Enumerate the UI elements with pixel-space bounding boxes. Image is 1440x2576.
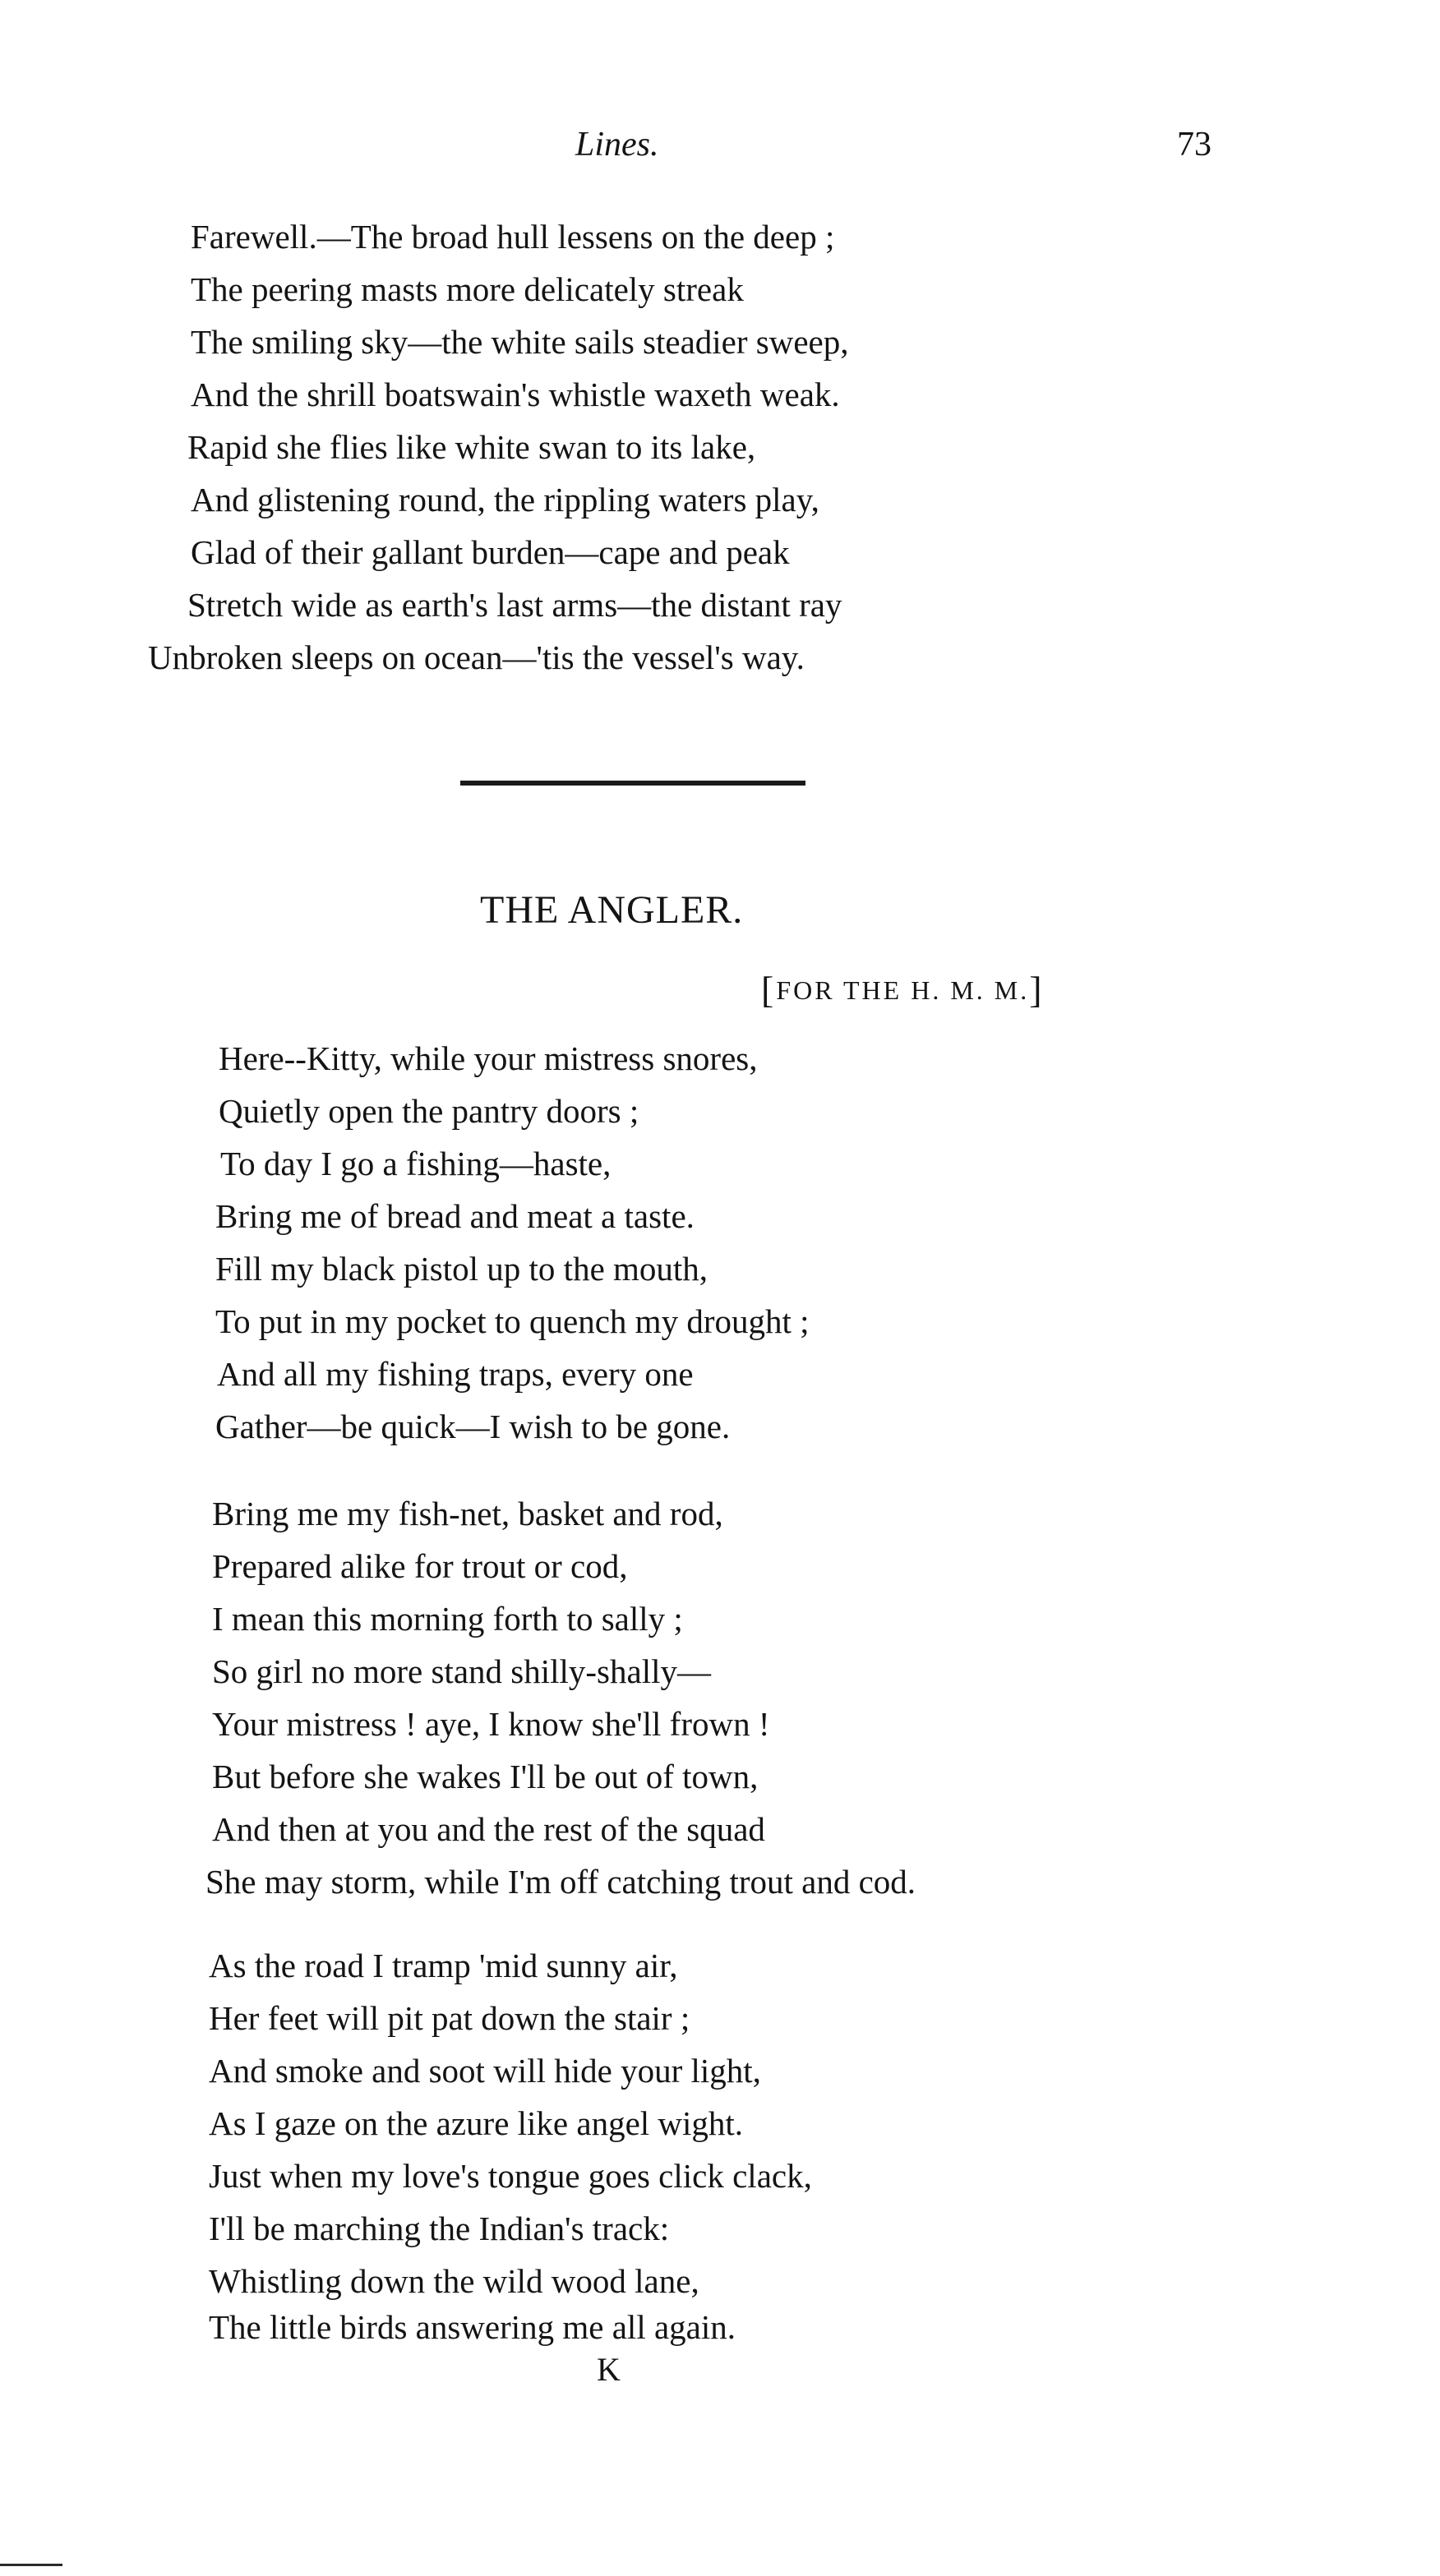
- poem-line: Prepared alike for trout or cod,: [212, 1547, 628, 1585]
- poem-line: To day I go a fishing—haste,: [220, 1145, 612, 1182]
- poem-line: Whistling down the wild wood lane,: [209, 2262, 699, 2300]
- poem-line: Glad of their gallant burden—cape and peak: [191, 533, 790, 571]
- dedication-open-bracket: [: [761, 969, 777, 1011]
- poem-line: Rapid she flies like white swan to its lake,: [187, 428, 756, 466]
- poem-line: Unbroken sleeps on ocean—'tis the vessel's way.: [148, 638, 805, 676]
- page-number: 73: [1177, 126, 1212, 164]
- poem-line: The peering masts more delicately streak: [191, 270, 744, 308]
- poem-line: But before she wakes I'll be out of town,: [212, 1758, 759, 1795]
- poem-line: And glistening round, the rippling waters play,: [191, 481, 819, 518]
- poem-line: Fill my black pistol up to the mouth,: [215, 1250, 708, 1288]
- poem-title: THE ANGLER.: [480, 888, 744, 932]
- poem-line: The little birds answering me all again.: [209, 2308, 736, 2346]
- dedication: [761, 968, 1045, 1012]
- poem-line: As I gaze on the azure like angel wight.: [209, 2104, 744, 2142]
- poem-line: Bring me my fish-net, basket and rod,: [212, 1495, 723, 1532]
- poem-line: As the road I tramp 'mid sunny air,: [209, 1947, 678, 1984]
- poem-line: Her feet will pit pat down the stair ;: [209, 1999, 690, 2037]
- poem-line: And then at you and the rest of the squad: [212, 1810, 765, 1848]
- poem-line: Here--Kitty, while your mistress snores,: [219, 1039, 758, 1077]
- running-header-title: Lines.: [575, 126, 659, 164]
- poem-line: Your mistress ! aye, I know she'll frown !: [212, 1705, 770, 1743]
- poem-line: I'll be marching the Indian's track:: [209, 2210, 670, 2247]
- poem-line: She may storm, while I'm off catching trout and cod.: [205, 1863, 916, 1901]
- poem-line: Farewell.—The broad hull lessens on the deep ;: [191, 218, 835, 256]
- dedication-close-bracket: ]: [1029, 969, 1045, 1011]
- poem-line: Quietly open the pantry doors ;: [219, 1092, 639, 1130]
- poem-line: And all my fishing traps, every one: [217, 1355, 694, 1393]
- poem-line: So girl no more stand shilly-shally—: [212, 1652, 711, 1690]
- poem-line: And smoke and soot will hide your light,: [209, 2052, 761, 2090]
- section-divider-rule: [460, 781, 805, 786]
- poem-line: Stretch wide as earth's last arms—the distant ray: [187, 586, 842, 624]
- poem-line: I mean this morning forth to sally ;: [212, 1600, 683, 1638]
- dedication-text: FOR THE H. M. M.: [776, 975, 1030, 1005]
- poem-line: Gather—be quick—I wish to be gone.: [215, 1408, 731, 1445]
- poem-line: Bring me of bread and meat a taste.: [215, 1197, 695, 1235]
- poem-line: And the shrill boatswain's whistle waxeth weak.: [191, 376, 840, 413]
- page-edge-mark: [0, 2564, 62, 2566]
- signature-mark: K: [597, 2351, 621, 2388]
- poem-line: The smiling sky—the white sails steadier sweep,: [191, 323, 849, 361]
- poem-line: To put in my pocket to quench my drought ;: [215, 1302, 810, 1340]
- poem-line: Just when my love's tongue goes click clack,: [209, 2157, 812, 2195]
